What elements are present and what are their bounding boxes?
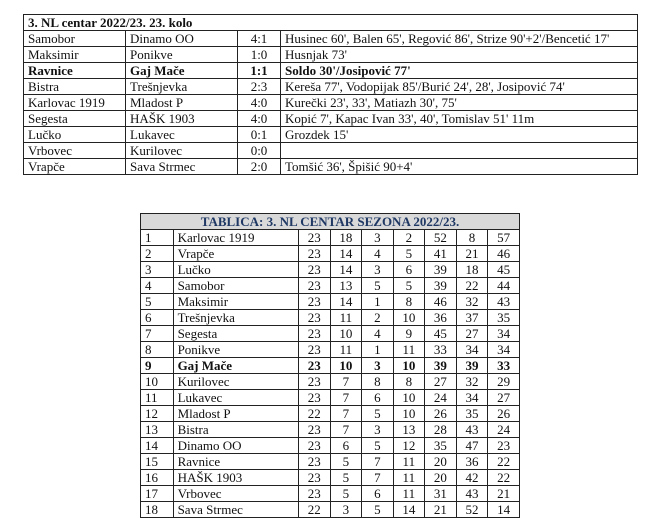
draws: 4 bbox=[362, 326, 393, 342]
results-table bbox=[23, 14, 638, 175]
away-team: Trešnjevka bbox=[126, 79, 238, 95]
scorers: Kurečki 23', 33', Matiazh 30', 75' bbox=[281, 95, 638, 111]
losses: 10 bbox=[393, 390, 425, 406]
goals-for: 27 bbox=[425, 374, 457, 390]
played: 23 bbox=[298, 438, 330, 454]
standings-row bbox=[141, 502, 520, 518]
played: 23 bbox=[298, 310, 330, 326]
draws: 7 bbox=[362, 454, 393, 470]
score: 2:0 bbox=[238, 159, 281, 175]
rank: 12 bbox=[141, 406, 174, 422]
goals-for: 39 bbox=[425, 278, 457, 294]
wins: 14 bbox=[330, 294, 362, 310]
goals-for: 21 bbox=[425, 502, 457, 518]
played: 23 bbox=[298, 470, 330, 486]
draws: 5 bbox=[362, 406, 393, 422]
match-row bbox=[24, 127, 638, 143]
points: 22 bbox=[488, 454, 520, 470]
scorers: Tomšić 36', Špišić 90+4' bbox=[281, 159, 638, 175]
goals-against: 34 bbox=[456, 342, 488, 358]
goals-against: 18 bbox=[456, 262, 488, 278]
goals-against: 43 bbox=[456, 486, 488, 502]
rank: 7 bbox=[141, 326, 174, 342]
goals-for: 46 bbox=[425, 294, 457, 310]
goals-for: 45 bbox=[425, 326, 457, 342]
goals-against: 32 bbox=[456, 294, 488, 310]
points: 21 bbox=[488, 486, 520, 502]
rank: 11 bbox=[141, 390, 174, 406]
standings-row bbox=[141, 310, 520, 326]
played: 23 bbox=[298, 326, 330, 342]
team: Trešnjevka bbox=[173, 310, 298, 326]
points: 46 bbox=[488, 246, 520, 262]
team: Kurilovec bbox=[173, 374, 298, 390]
wins: 18 bbox=[330, 230, 362, 246]
played: 23 bbox=[298, 294, 330, 310]
played: 22 bbox=[298, 406, 330, 422]
draws: 3 bbox=[362, 230, 393, 246]
team: Maksimir bbox=[173, 294, 298, 310]
goals-against: 34 bbox=[456, 390, 488, 406]
team: Ponikve bbox=[173, 342, 298, 358]
points: 23 bbox=[488, 438, 520, 454]
team: Lučko bbox=[173, 262, 298, 278]
results-title: 3. NL centar 2022/23. 23. kolo bbox=[24, 15, 638, 31]
losses: 10 bbox=[393, 310, 425, 326]
losses: 5 bbox=[393, 278, 425, 294]
losses: 9 bbox=[393, 326, 425, 342]
rank: 3 bbox=[141, 262, 174, 278]
standings-row bbox=[141, 342, 520, 358]
standings-row bbox=[141, 246, 520, 262]
losses: 8 bbox=[393, 294, 425, 310]
away-team: Gaj Mače bbox=[126, 63, 238, 79]
standings-row bbox=[141, 390, 520, 406]
team: Dinamo OO bbox=[173, 438, 298, 454]
draws: 5 bbox=[362, 278, 393, 294]
home-team: Vrapče bbox=[24, 159, 126, 175]
rank: 5 bbox=[141, 294, 174, 310]
losses: 13 bbox=[393, 422, 425, 438]
losses: 8 bbox=[393, 374, 425, 390]
goals-against: 36 bbox=[456, 454, 488, 470]
goals-against: 47 bbox=[456, 438, 488, 454]
wins: 5 bbox=[330, 470, 362, 486]
rank: 1 bbox=[141, 230, 174, 246]
standings-row bbox=[141, 422, 520, 438]
standings-row bbox=[141, 374, 520, 390]
score: 4:0 bbox=[238, 95, 281, 111]
standings-title: TABLICA: 3. NL CENTAR SEZONA 2022/23. bbox=[141, 214, 520, 230]
rank: 8 bbox=[141, 342, 174, 358]
away-team: HAŠK 1903 bbox=[126, 111, 238, 127]
goals-against: 35 bbox=[456, 406, 488, 422]
goals-for: 39 bbox=[425, 358, 457, 374]
wins: 7 bbox=[330, 406, 362, 422]
team: Segesta bbox=[173, 326, 298, 342]
standings-row bbox=[141, 230, 520, 246]
standings-row bbox=[141, 294, 520, 310]
rank: 15 bbox=[141, 454, 174, 470]
goals-for: 31 bbox=[425, 486, 457, 502]
losses: 10 bbox=[393, 406, 425, 422]
away-team: Mladost P bbox=[126, 95, 238, 111]
goals-for: 24 bbox=[425, 390, 457, 406]
goals-for: 39 bbox=[425, 262, 457, 278]
draws: 5 bbox=[362, 438, 393, 454]
wins: 10 bbox=[330, 358, 362, 374]
standings-row bbox=[141, 454, 520, 470]
scorers: Husinec 60', Balen 65', Regović 86', Strize 90'+2'/Bencetić 17' bbox=[281, 31, 638, 47]
points: 34 bbox=[488, 326, 520, 342]
wins: 13 bbox=[330, 278, 362, 294]
goals-against: 39 bbox=[456, 358, 488, 374]
standings-row bbox=[141, 358, 520, 374]
rank: 13 bbox=[141, 422, 174, 438]
goals-for: 33 bbox=[425, 342, 457, 358]
rank: 10 bbox=[141, 374, 174, 390]
rank: 18 bbox=[141, 502, 174, 518]
scorers: Kereša 77', Vodopijak 85'/Burić 24', 28', Josipović 74' bbox=[281, 79, 638, 95]
scorers bbox=[281, 143, 638, 159]
team: Vrapče bbox=[173, 246, 298, 262]
played: 23 bbox=[298, 230, 330, 246]
losses: 11 bbox=[393, 486, 425, 502]
wins: 6 bbox=[330, 438, 362, 454]
losses: 11 bbox=[393, 454, 425, 470]
scorers: Husnjak 73' bbox=[281, 47, 638, 63]
losses: 10 bbox=[393, 358, 425, 374]
draws: 8 bbox=[362, 374, 393, 390]
goals-against: 52 bbox=[456, 502, 488, 518]
draws: 1 bbox=[362, 342, 393, 358]
score: 4:0 bbox=[238, 111, 281, 127]
goals-for: 26 bbox=[425, 406, 457, 422]
played: 23 bbox=[298, 454, 330, 470]
goals-for: 41 bbox=[425, 246, 457, 262]
points: 43 bbox=[488, 294, 520, 310]
match-row bbox=[24, 111, 638, 127]
home-team: Vrbovec bbox=[24, 143, 126, 159]
standings-row bbox=[141, 262, 520, 278]
losses: 5 bbox=[393, 246, 425, 262]
team: Lukavec bbox=[173, 390, 298, 406]
goals-against: 32 bbox=[456, 374, 488, 390]
played: 23 bbox=[298, 374, 330, 390]
goals-against: 43 bbox=[456, 422, 488, 438]
goals-against: 8 bbox=[456, 230, 488, 246]
score: 1:1 bbox=[238, 63, 281, 79]
goals-for: 28 bbox=[425, 422, 457, 438]
played: 23 bbox=[298, 262, 330, 278]
points: 35 bbox=[488, 310, 520, 326]
goals-against: 37 bbox=[456, 310, 488, 326]
points: 57 bbox=[488, 230, 520, 246]
match-row bbox=[24, 159, 638, 175]
points: 29 bbox=[488, 374, 520, 390]
team: Samobor bbox=[173, 278, 298, 294]
standings-table bbox=[140, 213, 520, 518]
goals-against: 42 bbox=[456, 470, 488, 486]
losses: 11 bbox=[393, 470, 425, 486]
wins: 5 bbox=[330, 486, 362, 502]
team: Gaj Mače bbox=[173, 358, 298, 374]
draws: 4 bbox=[362, 246, 393, 262]
points: 33 bbox=[488, 358, 520, 374]
standings-row bbox=[141, 438, 520, 454]
points: 26 bbox=[488, 406, 520, 422]
rank: 9 bbox=[141, 358, 174, 374]
home-team: Ravnice bbox=[24, 63, 126, 79]
team: HAŠK 1903 bbox=[173, 470, 298, 486]
goals-for: 35 bbox=[425, 438, 457, 454]
standings-row bbox=[141, 278, 520, 294]
score: 0:1 bbox=[238, 127, 281, 143]
team: Vrbovec bbox=[173, 486, 298, 502]
home-team: Maksimir bbox=[24, 47, 126, 63]
home-team: Lučko bbox=[24, 127, 126, 143]
home-team: Segesta bbox=[24, 111, 126, 127]
rank: 17 bbox=[141, 486, 174, 502]
points: 45 bbox=[488, 262, 520, 278]
team: Karlovac 1919 bbox=[173, 230, 298, 246]
away-team: Kurilovec bbox=[126, 143, 238, 159]
points: 27 bbox=[488, 390, 520, 406]
points: 14 bbox=[488, 502, 520, 518]
standings-row bbox=[141, 470, 520, 486]
standings-row bbox=[141, 326, 520, 342]
match-row bbox=[24, 47, 638, 63]
played: 22 bbox=[298, 502, 330, 518]
losses: 14 bbox=[393, 502, 425, 518]
scorers: Soldo 30'/Josipović 77' bbox=[281, 63, 638, 79]
rank: 4 bbox=[141, 278, 174, 294]
draws: 3 bbox=[362, 358, 393, 374]
wins: 7 bbox=[330, 374, 362, 390]
match-row bbox=[24, 95, 638, 111]
wins: 14 bbox=[330, 262, 362, 278]
draws: 7 bbox=[362, 470, 393, 486]
wins: 7 bbox=[330, 422, 362, 438]
match-row bbox=[24, 63, 638, 79]
wins: 14 bbox=[330, 246, 362, 262]
wins: 10 bbox=[330, 326, 362, 342]
away-team: Sava Strmec bbox=[126, 159, 238, 175]
goals-against: 22 bbox=[456, 278, 488, 294]
wins: 11 bbox=[330, 342, 362, 358]
score: 4:1 bbox=[238, 31, 281, 47]
played: 23 bbox=[298, 390, 330, 406]
away-team: Lukavec bbox=[126, 127, 238, 143]
draws: 1 bbox=[362, 294, 393, 310]
draws: 3 bbox=[362, 422, 393, 438]
match-row bbox=[24, 143, 638, 159]
played: 23 bbox=[298, 246, 330, 262]
match-row bbox=[24, 79, 638, 95]
standings-row bbox=[141, 486, 520, 502]
team: Ravnice bbox=[173, 454, 298, 470]
played: 23 bbox=[298, 422, 330, 438]
wins: 11 bbox=[330, 310, 362, 326]
away-team: Dinamo OO bbox=[126, 31, 238, 47]
score: 0:0 bbox=[238, 143, 281, 159]
rank: 14 bbox=[141, 438, 174, 454]
played: 23 bbox=[298, 486, 330, 502]
losses: 12 bbox=[393, 438, 425, 454]
score: 2:3 bbox=[238, 79, 281, 95]
played: 23 bbox=[298, 278, 330, 294]
team: Sava Strmec bbox=[173, 502, 298, 518]
played: 23 bbox=[298, 358, 330, 374]
away-team: Ponikve bbox=[126, 47, 238, 63]
goals-for: 20 bbox=[425, 454, 457, 470]
home-team: Samobor bbox=[24, 31, 126, 47]
team: Mladost P bbox=[173, 406, 298, 422]
wins: 3 bbox=[330, 502, 362, 518]
points: 24 bbox=[488, 422, 520, 438]
score: 1:0 bbox=[238, 47, 281, 63]
team: Bistra bbox=[173, 422, 298, 438]
scorers: Kopić 7', Kapac Ivan 33', 40', Tomislav 51' 11m bbox=[281, 111, 638, 127]
wins: 5 bbox=[330, 454, 362, 470]
home-team: Bistra bbox=[24, 79, 126, 95]
played: 23 bbox=[298, 342, 330, 358]
losses: 6 bbox=[393, 262, 425, 278]
standings-row bbox=[141, 406, 520, 422]
home-team: Karlovac 1919 bbox=[24, 95, 126, 111]
draws: 2 bbox=[362, 310, 393, 326]
losses: 2 bbox=[393, 230, 425, 246]
draws: 3 bbox=[362, 262, 393, 278]
goals-for: 20 bbox=[425, 470, 457, 486]
wins: 7 bbox=[330, 390, 362, 406]
rank: 6 bbox=[141, 310, 174, 326]
rank: 16 bbox=[141, 470, 174, 486]
losses: 11 bbox=[393, 342, 425, 358]
match-row bbox=[24, 31, 638, 47]
points: 44 bbox=[488, 278, 520, 294]
points: 22 bbox=[488, 470, 520, 486]
draws: 5 bbox=[362, 502, 393, 518]
rank: 2 bbox=[141, 246, 174, 262]
goals-against: 21 bbox=[456, 246, 488, 262]
points: 34 bbox=[488, 342, 520, 358]
goals-for: 52 bbox=[425, 230, 457, 246]
draws: 6 bbox=[362, 390, 393, 406]
goals-against: 27 bbox=[456, 326, 488, 342]
scorers: Grozdek 15' bbox=[281, 127, 638, 143]
draws: 6 bbox=[362, 486, 393, 502]
goals-for: 36 bbox=[425, 310, 457, 326]
